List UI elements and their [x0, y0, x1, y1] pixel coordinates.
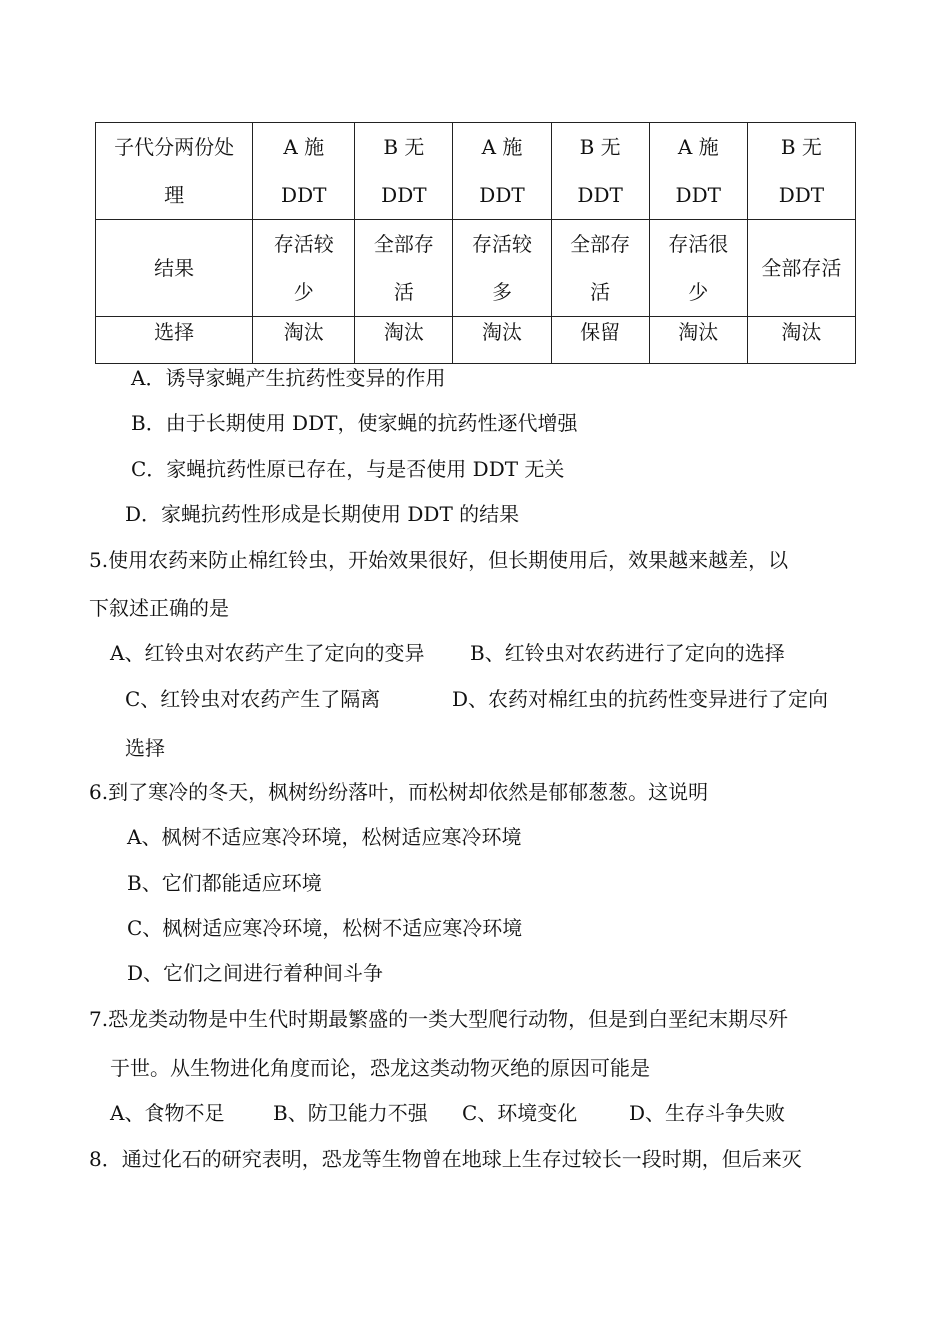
table-cell: 淘汰: [355, 317, 453, 364]
q7-stem-line2: 于世。从生物进化角度而论，恐龙这类动物灭绝的原因可能是: [110, 1056, 650, 1080]
q6-option-a: A、枫树不适应寒冷环境，松树适应寒冷环境: [127, 825, 522, 849]
q7-stem-line1: 7.恐龙类动物是中生代时期最繁盛的一类大型爬行动物，但是到白垩纪末期尽歼: [89, 1007, 789, 1031]
q7-option-a: A、食物不足: [110, 1101, 225, 1125]
table-row: [96, 220, 856, 317]
q4-option-c: C．家蝇抗药性原已存在，与是否使用 DDT 无关: [131, 457, 565, 481]
q7-option-b: B、防卫能力不强: [273, 1101, 428, 1125]
q5-option-c: C、红铃虫对农药产生了隔离: [125, 687, 381, 711]
q4-option-a: A．诱导家蝇产生抗药性变异的作用: [131, 366, 446, 390]
table-row-label: 结果: [96, 220, 253, 317]
q4-option-b: B．由于长期使用 DDT，使家蝇的抗药性逐代增强: [131, 411, 578, 435]
table-cell: 全部存 活: [551, 220, 649, 317]
table-cell: A 施 DDT: [649, 123, 747, 220]
q5-option-b: B、红铃虫对农药进行了定向的选择: [470, 641, 785, 665]
table-cell: A 施 DDT: [453, 123, 551, 220]
q7-option-c: C、环境变化: [462, 1101, 578, 1125]
experiment-table: [95, 122, 856, 364]
q4-option-d: D．家蝇抗药性形成是长期使用 DDT 的结果: [125, 502, 520, 526]
q6-option-d: D、它们之间进行着种间斗争: [127, 961, 384, 985]
table-row: [96, 317, 856, 364]
table-cell: 全部存活: [747, 220, 855, 317]
q7-option-d: D、生存斗争失败: [629, 1101, 786, 1125]
q5-option-a: A、红铃虫对农药产生了定向的变异: [110, 641, 425, 665]
table-cell: B 无 DDT: [355, 123, 453, 220]
table-cell: 淘汰: [649, 317, 747, 364]
q5-option-d-line1: D、农药对棉红虫的抗药性变异进行了定向: [452, 687, 829, 711]
q6-stem: 6.到了寒冷的冬天，枫树纷纷落叶，而松树却依然是郁郁葱葱。这说明: [89, 780, 709, 804]
table-cell: 淘汰: [747, 317, 855, 364]
table-cell: B 无 DDT: [747, 123, 855, 220]
table-row: [96, 123, 856, 220]
q6-option-c: C、枫树适应寒冷环境，松树不适应寒冷环境: [127, 916, 523, 940]
table-cell: 存活较 多: [453, 220, 551, 317]
q5-option-d-line2: 选择: [125, 736, 165, 760]
q5-stem-line2: 下叙述正确的是: [89, 596, 229, 620]
table-row-label: 子代分两份处 理: [96, 123, 253, 220]
q8-stem-line1: 8．通过化石的研究表明，恐龙等生物曾在地球上生存过较长一段时期，但后来灭: [89, 1147, 802, 1171]
table-cell: 保留: [551, 317, 649, 364]
table-cell: 全部存 活: [355, 220, 453, 317]
table-cell: A 施 DDT: [253, 123, 355, 220]
table-cell: 淘汰: [253, 317, 355, 364]
table-cell: 存活较 少: [253, 220, 355, 317]
q5-stem-line1: 5.使用农药来防止棉红铃虫，开始效果很好，但长期使用后，效果越来越差，以: [89, 548, 789, 572]
table-row-label: 选择: [96, 317, 253, 364]
table-cell: B 无 DDT: [551, 123, 649, 220]
table-cell: 存活很 少: [649, 220, 747, 317]
table-cell: 淘汰: [453, 317, 551, 364]
q6-option-b: B、它们都能适应环境: [127, 871, 322, 895]
